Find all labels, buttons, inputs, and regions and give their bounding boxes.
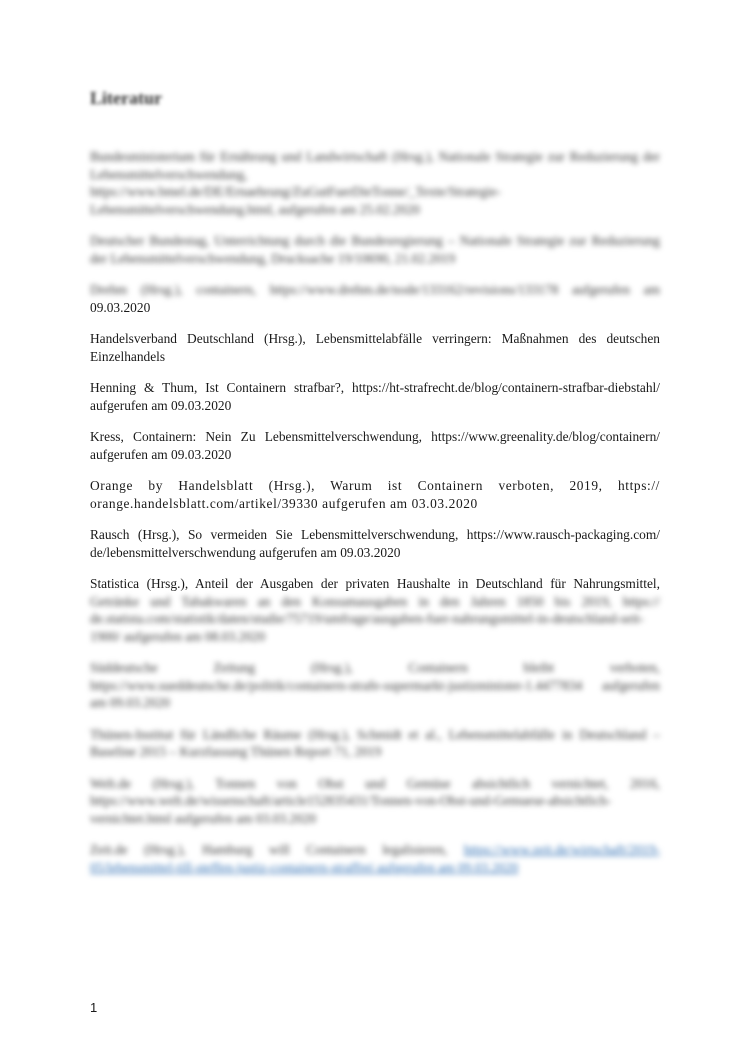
reference-item: Bundesministerium für Ernährung und Landwirtschaft (Hrsg.), Nationale Strategie zur Reduzierung der Lebensmittelverschwendung, https://www.bmel.de/DE/Ernaehrung/ZuGutFuerDieTonne/_Texte/Strategie-Lebensmittelverschwendung.html, aufgerufen am 25.02.2020	[90, 149, 660, 217]
reference-item: Handelsverband Deutschland (Hrsg.), Lebensmittelabfälle verringern: Maßnahmen des deutschen Einzelhandels	[90, 331, 660, 364]
reference-item: Deutscher Bundestag, Unterrichtung durch die Bundesregierung – Nationale Strategie zur Reduzierung der Lebensmittelverschwendung, Drucksache 19/10690, 21.02.2019	[90, 233, 660, 266]
reference-item: Orange by Handelsblatt (Hrsg.), Warum ist Containern verboten, 2019, https:// orange.handelsblatt.com/artikel/39330 aufgerufen am 03.03.2020	[90, 478, 660, 511]
reference-text-blurred: Getränke und Tabakwaren an den Konsumausgaben in den Jahren 1850 bis 2019, https:// de.statista.com/statistik/daten/studie/75719/umfrage/ausgaben-fuer-nahrungsmittel-in-deutschland-seit-1900/ aufgerufen am 08.03.2020	[90, 593, 660, 644]
reference-link[interactable]: https://www.zeit.de/wirtschaft/2019-05/lebensmittel-till-steffen-justiz-containern-straffrei aufgerufen am 09.03.2020	[90, 842, 660, 875]
reference-item: Thünen-Institut für Ländliche Räume (Hrsg.), Schmidt et al., Lebensmittelabfälle in Deutschland – Baseline 2015 – Kurzfassung Thünen Report 71, 2019	[90, 726, 660, 759]
page-number: 1	[90, 1000, 98, 1015]
reference-item: Rausch (Hrsg.), So vermeiden Sie Lebensmittelverschwendung, https://www.rausch-packaging.com/ de/lebensmittelverschwendung aufgerufen am 09.03.2020	[90, 527, 660, 560]
reference-text-blurred: Drehm (Hrsg.), containern, https://www.drehm.de/node/133162/revisions/133178 aufgerufen am	[90, 282, 660, 297]
reference-item: Welt.de (Hrsg.), Tonnen von Obst und Gemüse absichtlich vernichtet, 2016, https://www.welt.de/wissenschaft/article152835431/Tonnen-von-Obst-und-Gemuese-absichtlich-vernichtet.html aufgerufen am 03.03.2020	[90, 775, 660, 826]
reference-item	[90, 281, 660, 316]
reference-item	[90, 841, 660, 876]
reference-list	[90, 148, 660, 890]
page-heading: Literatur	[90, 88, 162, 108]
reference-item: Henning & Thum, Ist Containern strafbar?, https://ht-strafrecht.de/blog/containern-strafbar-diebstahl/ aufgerufen am 09.03.2020	[90, 380, 660, 413]
reference-item: Süddeutsche Zeitung (Hrsg.), Containern bleibt verboten, https://www.sueddeutsche.de/politik/containern-strafe-supermarkt-justizminister-1.4477834 aufgerufen am 09.03.2020	[90, 660, 660, 710]
reference-text: Zeit.de (Hrsg.), Hamburg will Containern legalisieren,	[90, 842, 448, 857]
reference-item: Kress, Containern: Nein Zu Lebensmittelverschwendung, https://www.greenality.de/blog/containern/ aufgerufen am 09.03.2020	[90, 429, 660, 462]
reference-item	[90, 575, 660, 645]
reference-text: 09.03.2020	[90, 299, 151, 315]
reference-text: Statistica (Hrsg.), Anteil der Ausgaben der privaten Haushalte in Deutschland für Nahrungsmittel,	[90, 576, 660, 591]
